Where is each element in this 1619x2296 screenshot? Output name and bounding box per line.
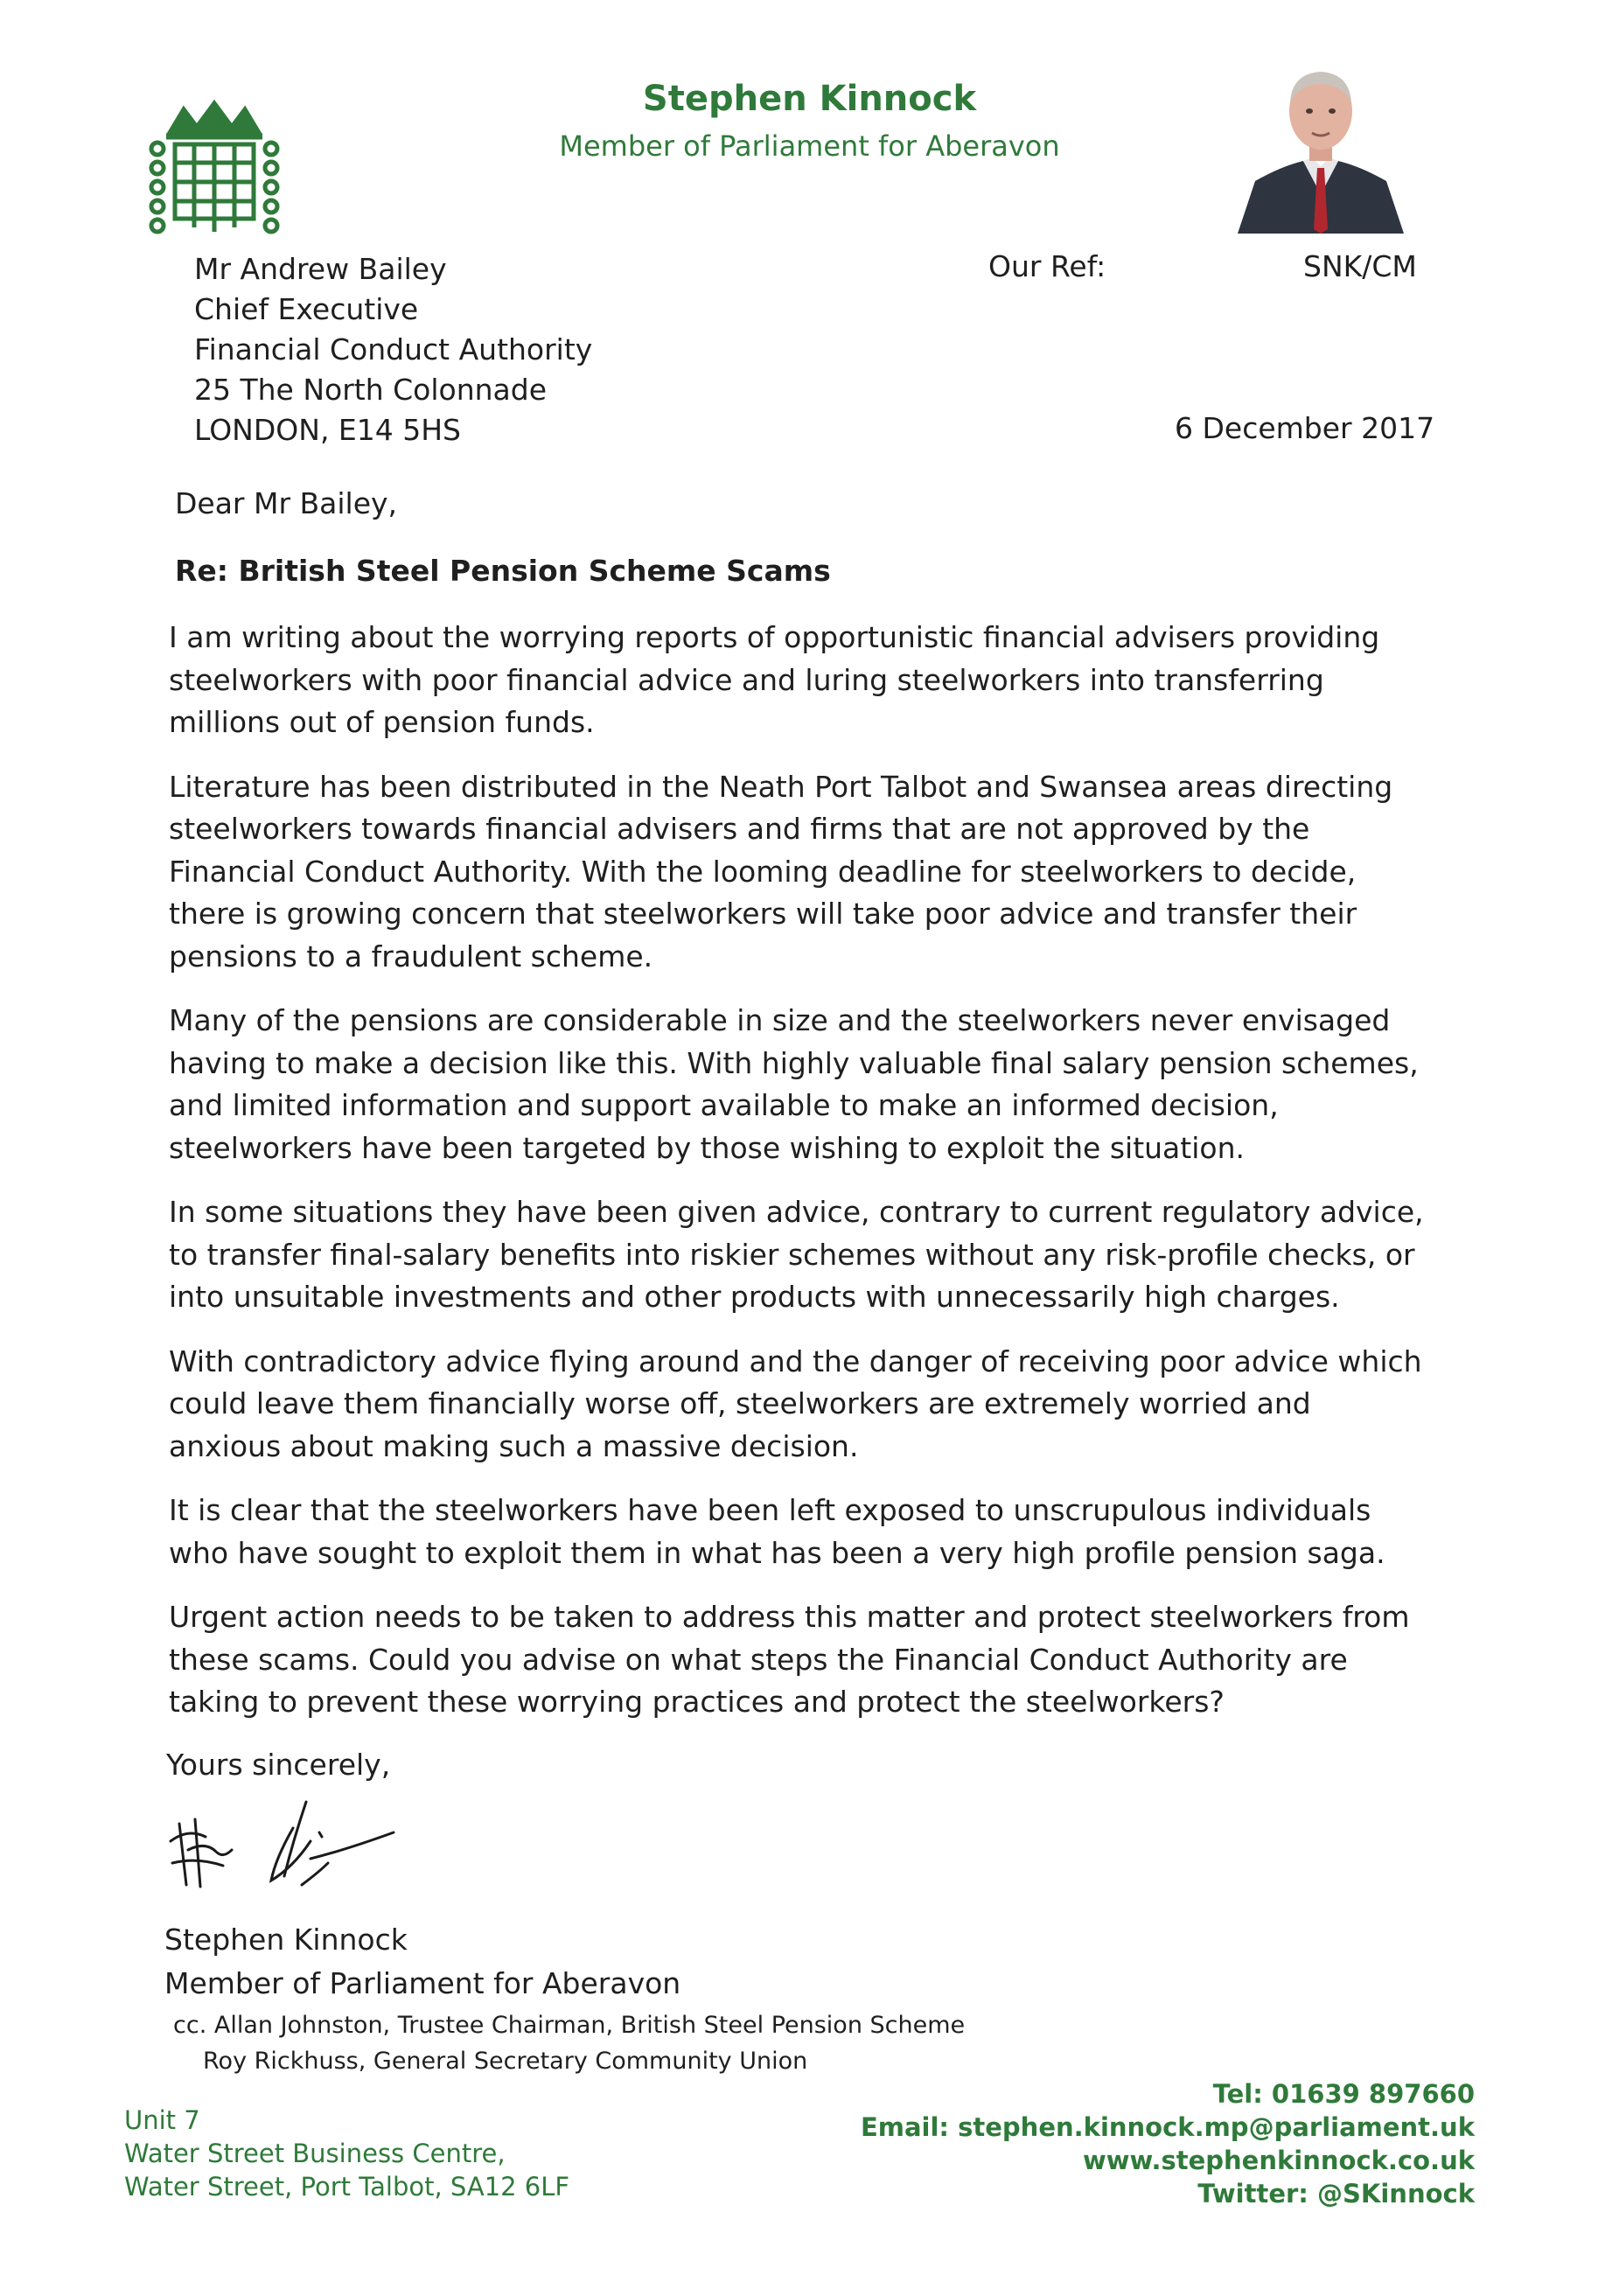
- footer-twitter: Twitter: @SKinnock: [1197, 2179, 1475, 2209]
- body-paragraph: Urgent action needs to be taken to address this matter and protect steelworkers from these scams. Could you advise on what steps the Financial Conduct Authority are taking to prevent these worrying practices and protect the steelworkers?: [169, 1600, 1410, 1719]
- footer-address-line: Water Street Business Centre,: [124, 2139, 506, 2168]
- footer-address-line: Water Street, Port Talbot, SA12 6LF: [124, 2172, 570, 2202]
- recipient-line: Chief Executive: [194, 292, 419, 326]
- letter-date: 6 December 2017: [1175, 411, 1435, 445]
- cc-line: Roy Rickhuss, General Secretary Community Union: [203, 2048, 808, 2075]
- cc-line: cc. Allan Johnston, Trustee Chairman, British Steel Pension Scheme: [173, 2012, 966, 2039]
- recipient-line: 25 The North Colonnade: [194, 373, 548, 407]
- reference-value: SNK/CM: [1303, 249, 1417, 283]
- recipient-line: LONDON, E14 5HS: [194, 413, 462, 447]
- letter-body: [169, 617, 1428, 1746]
- footer-email: Email: stephen.kinnock.mp@parliament.uk: [860, 2112, 1475, 2142]
- body-paragraph: In some situations they have been given advice, contrary to current regulatory advice, to transfer final-salary benefits into riskier schemes without any risk-profile checks, or into unsuitable investments and other products with unnecessarily high charges.: [169, 1195, 1424, 1314]
- body-paragraph: With contradictory advice flying around and the danger of receiving poor advice which could leave them financially worse off, steelworkers are extremely worried and anxious about making such a massive decision.: [169, 1343, 1422, 1463]
- footer-contacts: [861, 2077, 1475, 2210]
- mp-portrait-photo: [1229, 63, 1413, 234]
- body-paragraph: Many of the pensions are considerable in size and the steelworkers never envisaged having to make a decision like this. With highly valuable final salary pension schemes, and limited information and support available to make an informed decision, steelworkers have been targeted by those wishing to exploit the situation.: [169, 1003, 1419, 1165]
- recipient-address: [194, 249, 592, 450]
- body-paragraph: I am writing about the worrying reports of opportunistic financial advisers providing steelworkers with poor financial advice and luring steelworkers into transferring millions out of pension funds.: [169, 620, 1380, 739]
- salutation: Dear Mr Bailey,: [175, 486, 398, 520]
- signatory-name: Stephen Kinnock: [164, 1923, 408, 1957]
- footer-address-line: Unit 7: [124, 2105, 200, 2135]
- body-paragraph: Literature has been distributed in the Neath Port Talbot and Swansea areas directing steelworkers towards financial advisers and firms that are not approved by the Financial Conduct Authority. With the looming deadline for steelworkers to decide, there is growing concern that steelworkers will take poor advice and transfer their pensions to a fraudulent scheme.: [169, 769, 1393, 974]
- footer-website: www.stephenkinnock.co.uk: [1082, 2146, 1475, 2175]
- closing: Yours sincerely,: [166, 1748, 391, 1782]
- reference-label: Our Ref:: [988, 249, 1106, 283]
- footer-address: [124, 2104, 569, 2203]
- footer-phone: Tel: 01639 897660: [1212, 2079, 1475, 2109]
- recipient-line: Financial Conduct Authority: [194, 332, 593, 366]
- letterhead-name: Stephen Kinnock: [642, 79, 977, 119]
- body-paragraph: It is clear that the steelworkers have been left exposed to unscrupulous individuals who have sought to exploit them in what has been a very high profile pension saga.: [169, 1493, 1385, 1570]
- subject-line: Re: British Steel Pension Scheme Scams: [175, 554, 831, 588]
- letterhead-constituency: Member of Parliament for Aberavon: [559, 129, 1060, 163]
- signatory-role: Member of Parliament for Aberavon: [164, 1966, 681, 2000]
- handwritten-signature: [162, 1789, 415, 1902]
- recipient-line: Mr Andrew Bailey: [194, 252, 447, 286]
